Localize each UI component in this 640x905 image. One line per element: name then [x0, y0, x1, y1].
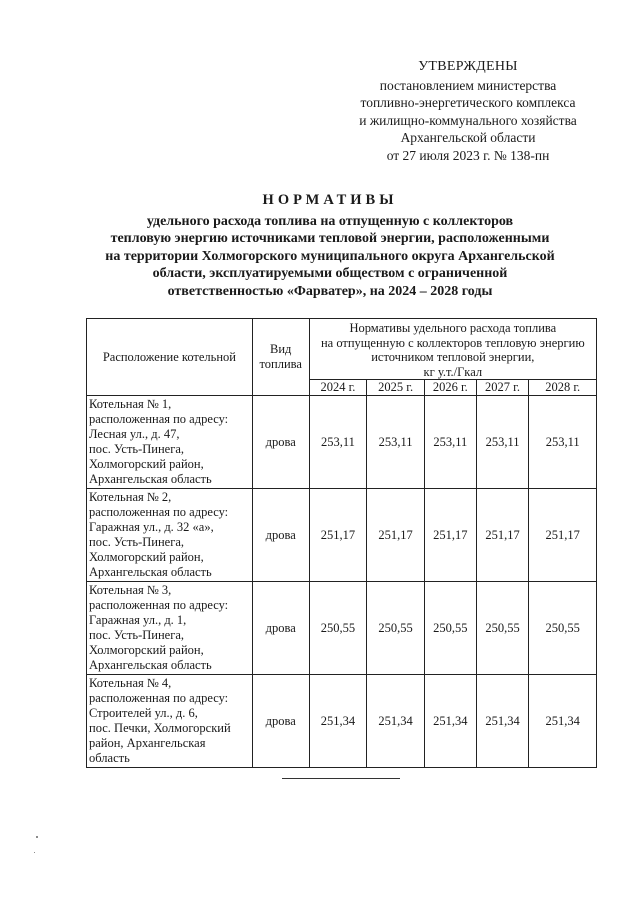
title-line: удельного расхода топлива на отпущенную с коллекторов	[146, 213, 514, 229]
location-line: Холмогорский район,	[89, 550, 204, 564]
norm-value: 251,17	[476, 489, 529, 582]
location-line: район, Архангельская	[89, 736, 206, 750]
norm-value: 251,17	[309, 489, 367, 582]
title-main: НОРМАТИВЫ	[262, 192, 398, 208]
location-line: Строителей ул., д. 6,	[89, 706, 198, 720]
location-line: Архангельская область	[89, 565, 212, 579]
location-line: Архангельская область	[89, 472, 212, 486]
header-location: Расположение котельной	[87, 319, 253, 396]
location-line: Котельная № 1,	[89, 397, 172, 411]
norm-value: 253,11	[476, 396, 529, 489]
location-line: Холмогорский район,	[89, 643, 204, 657]
location-line: Холмогорский район,	[89, 457, 204, 471]
norms-table	[86, 318, 597, 768]
end-divider	[282, 778, 400, 779]
title-line: ответственностью «Фарватер», на 2024 – 2028 годы	[167, 283, 493, 299]
location-line: расположенная по адресу:	[89, 505, 229, 519]
location-line: область	[89, 751, 130, 765]
location-line: Котельная № 3,	[89, 583, 172, 597]
table-row	[87, 396, 597, 489]
norm-value: 253,11	[309, 396, 367, 489]
header-year: 2028 г.	[529, 380, 597, 396]
header-norm-line: на отпущенную с коллекторов тепловую энергию	[320, 335, 585, 350]
boiler-location	[87, 396, 253, 489]
norm-value: 253,11	[424, 396, 476, 489]
approval-line: постановлением министерства	[379, 77, 557, 93]
approval-heading: УТВЕРЖДЕНЫ	[418, 59, 518, 74]
norm-value: 251,34	[367, 675, 425, 768]
approval-line: топливно-энергетического комплекса	[360, 95, 576, 110]
norm-value: 251,17	[424, 489, 476, 582]
header-year: 2024 г.	[309, 380, 367, 396]
norm-value: 253,11	[367, 396, 425, 489]
norm-value: 251,17	[529, 489, 597, 582]
norm-value: 250,55	[367, 582, 425, 675]
norm-value: 251,34	[309, 675, 367, 768]
location-line: расположенная по адресу:	[89, 598, 229, 612]
scan-speck	[34, 852, 35, 853]
header-fuel-line: топлива	[259, 357, 302, 371]
header-norm-unit: кг у.т./Гкал	[423, 364, 483, 379]
table-row	[87, 489, 597, 582]
header-norm-line: источником тепловой энергии,	[371, 350, 535, 364]
approval-line: Архангельской области	[400, 130, 536, 145]
location-line: Гаражная ул., д. 1,	[89, 613, 187, 627]
location-line: пос. Печки, Холмогорский	[89, 721, 231, 735]
approval-date-line: от 27 июля 2023 г. № 138-пн	[386, 147, 550, 163]
header-norms	[309, 319, 596, 380]
header-fuel	[252, 319, 309, 396]
norm-value: 253,11	[529, 396, 597, 489]
boiler-location	[87, 582, 253, 675]
fuel-type: дрова	[252, 396, 309, 489]
norm-value: 251,34	[476, 675, 529, 768]
fuel-type: дрова	[252, 675, 309, 768]
header-year: 2025 г.	[367, 380, 425, 396]
title-line: тепловую энергию источниками тепловой энергии, расположенными	[110, 231, 550, 246]
boiler-location	[87, 675, 253, 768]
header-fuel-line: Вид	[270, 342, 292, 356]
header-norm-line: Нормативы удельного расхода топлива	[349, 321, 557, 335]
boiler-location	[87, 489, 253, 582]
location-line: расположенная по адресу:	[89, 412, 229, 426]
scan-speck	[36, 836, 38, 838]
header-year: 2027 г.	[476, 380, 529, 396]
fuel-type: дрова	[252, 582, 309, 675]
norm-value: 250,55	[424, 582, 476, 675]
table-row	[87, 675, 597, 768]
table-header-row	[87, 319, 597, 380]
location-line: Гаражная ул., д. 32 «а»,	[89, 520, 214, 534]
approval-line: и жилищно-коммунального хозяйства	[359, 112, 577, 128]
table-row	[87, 582, 597, 675]
norm-value: 250,55	[476, 582, 529, 675]
approval-block	[318, 58, 618, 164]
norm-value: 251,17	[367, 489, 425, 582]
location-line: пос. Усть-Пинега,	[89, 628, 185, 642]
title-line: на территории Холмогорского муниципального округа Архангельской	[105, 248, 555, 264]
title-line: области, эксплуатируемыми обществом с ограниченной	[152, 266, 508, 281]
norm-value: 250,55	[529, 582, 597, 675]
norm-value: 250,55	[309, 582, 367, 675]
location-line: Котельная № 4,	[89, 676, 172, 690]
location-line: Котельная № 2,	[89, 490, 172, 504]
norm-value: 251,34	[529, 675, 597, 768]
location-line: расположенная по адресу:	[89, 691, 229, 705]
document-title	[70, 192, 590, 300]
fuel-type: дрова	[252, 489, 309, 582]
location-line: Архангельская область	[89, 658, 212, 672]
location-line: пос. Усть-Пинега,	[89, 442, 185, 456]
location-line: Лесная ул., д. 47,	[89, 427, 180, 441]
header-year: 2026 г.	[424, 380, 476, 396]
norm-value: 251,34	[424, 675, 476, 768]
location-line: пос. Усть-Пинега,	[89, 535, 185, 549]
